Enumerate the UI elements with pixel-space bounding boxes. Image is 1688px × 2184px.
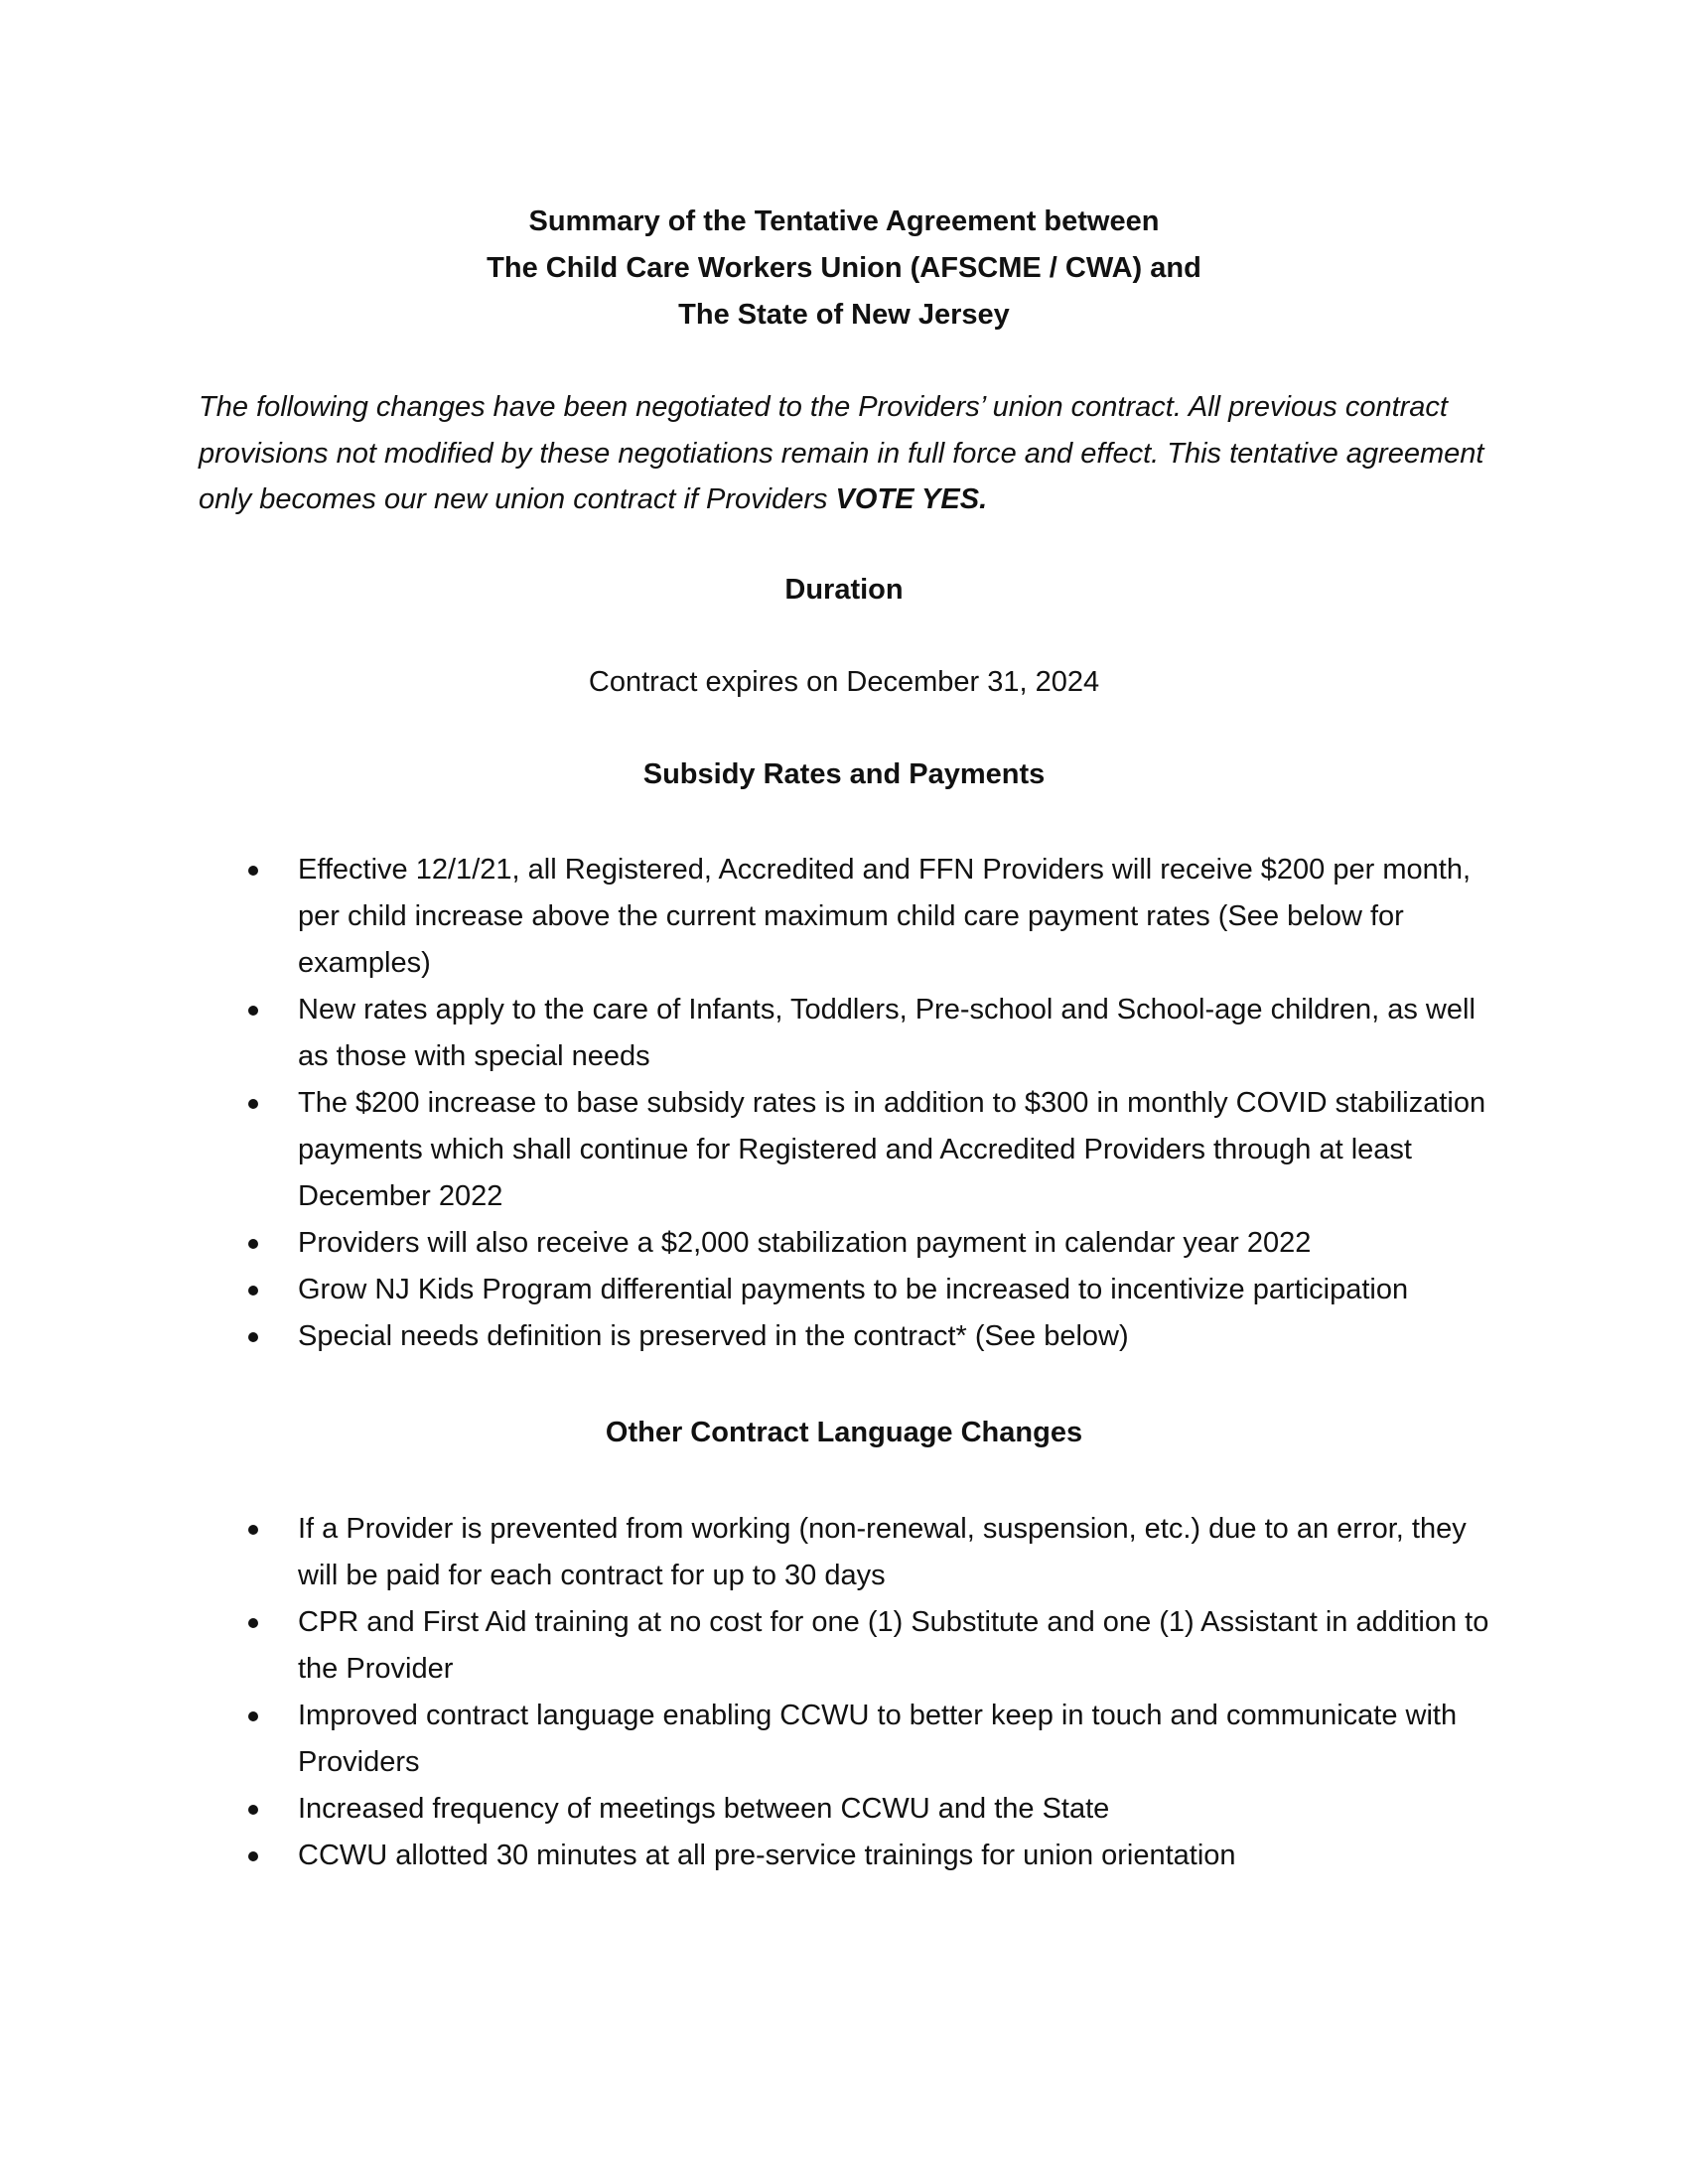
bullet-icon	[248, 1239, 258, 1249]
list-item-text: CPR and First Aid training at no cost for one (1) Substitute and one (1) Assistant in addition to the Provider	[298, 1606, 1489, 1685]
list-item	[248, 1506, 1489, 1599]
bullet-icon	[248, 1805, 258, 1815]
list-item-text: Grow NJ Kids Program differential payments to be increased to incentivize participation	[298, 1274, 1409, 1305]
list-item	[248, 1267, 1489, 1313]
bullet-icon	[248, 1851, 258, 1861]
list-item	[248, 987, 1489, 1080]
list-item	[248, 1313, 1489, 1360]
title-line-2: The Child Care Workers Union (AFSCME / CWA) and	[487, 252, 1201, 284]
intro-text: The following changes have been negotiated to the Providers’ union contract. All previous contract provisions not modified by these negotiations remain in full force and effect. This tentative agreement only becomes our new union contract if Providers	[199, 391, 1484, 515]
title-line-3: The State of New Jersey	[678, 299, 1010, 331]
duration-text: Contract expires on December 31, 2024	[588, 666, 1100, 698]
intro-emphasis: VOTE YES.	[835, 483, 988, 515]
subsidy-heading: Subsidy Rates and Payments	[642, 758, 1046, 790]
list-item	[248, 1220, 1489, 1267]
list-item	[248, 1786, 1489, 1833]
list-item-text: Providers will also receive a $2,000 stabilization payment in calendar year 2022	[298, 1227, 1312, 1259]
bullet-icon	[248, 1332, 258, 1342]
list-item-text: New rates apply to the care of Infants, Toddlers, Pre-school and School-age children, as well as those with special needs	[298, 994, 1476, 1072]
list-item	[248, 1599, 1489, 1693]
list-item-text: Effective 12/1/21, all Registered, Accredited and FFN Providers will receive $200 per month, per child increase above the current maximum child care payment rates (See below for examples)	[298, 854, 1471, 979]
title-line-1: Summary of the Tentative Agreement between	[528, 205, 1160, 237]
document-title	[199, 199, 1489, 339]
bullet-icon	[248, 866, 258, 876]
intro-paragraph	[199, 384, 1489, 523]
list-item-text: CCWU allotted 30 minutes at all pre-service trainings for union orientation	[298, 1840, 1236, 1871]
bullet-icon	[248, 1711, 258, 1721]
list-item-text: The $200 increase to base subsidy rates is in addition to $300 in monthly COVID stabilization payments which shall continue for Registered and Accredited Providers through at least December 2022	[298, 1087, 1486, 1212]
duration-heading: Duration	[784, 574, 904, 606]
other-changes-list	[248, 1506, 1489, 1879]
list-item	[248, 1080, 1489, 1220]
list-item	[248, 1833, 1489, 1879]
bullet-icon	[248, 1099, 258, 1109]
bullet-icon	[248, 1286, 258, 1296]
other-changes-heading: Other Contract Language Changes	[605, 1417, 1083, 1448]
list-item-text: If a Provider is prevented from working (non-renewal, suspension, etc.) due to an error, they will be paid for each contract for up to 30 days	[298, 1513, 1467, 1591]
list-item	[248, 847, 1489, 987]
bullet-icon	[248, 1006, 258, 1016]
subsidy-list	[248, 847, 1489, 1360]
bullet-icon	[248, 1525, 258, 1535]
list-item-text: Improved contract language enabling CCWU to better keep in touch and communicate with Providers	[298, 1700, 1458, 1778]
list-item-text: Increased frequency of meetings between CCWU and the State	[298, 1793, 1110, 1825]
bullet-icon	[248, 1618, 258, 1628]
list-item	[248, 1693, 1489, 1786]
list-item-text: Special needs definition is preserved in the contract* (See below)	[298, 1320, 1129, 1352]
